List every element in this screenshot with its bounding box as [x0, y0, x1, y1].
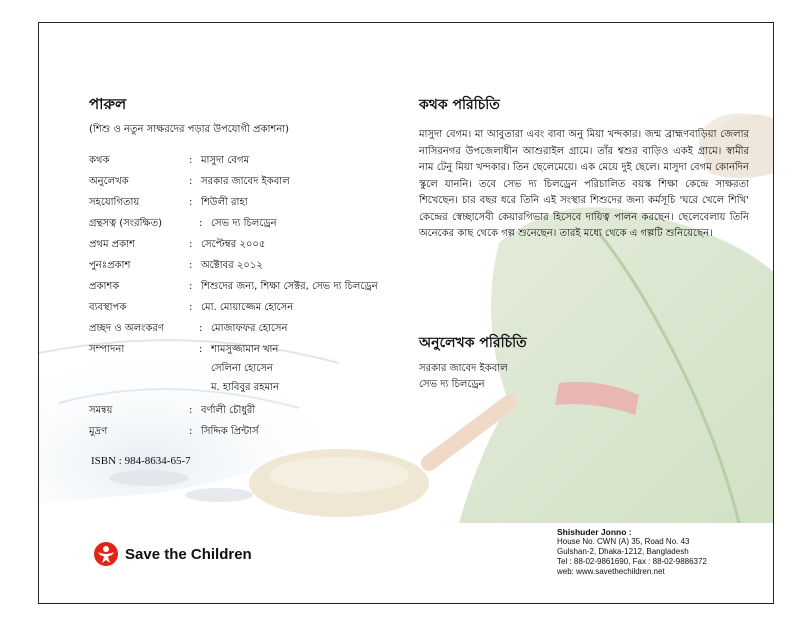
title-block: [89, 93, 429, 139]
writer-org: সেভ দ্য চিলড্রেন: [419, 379, 485, 390]
child-figure-icon: [93, 541, 119, 567]
address-block: Shishuder Jonno : House No. CWN (A) 35, Road No. 43 Gulshan-2, Dhaka-1212, Bangladesh Tel : 88-02-9861690, Fax : 88-02-9886372 web: www.savethechildren.net: [557, 527, 707, 576]
save-the-children-logo: [93, 541, 252, 567]
page-frame: পারুল (শিশু ও নতুন সাক্ষরদের পড়ার উপযোগী প্রকাশনা) কথক : মাসুদা বেগম অনুলেখক : সরকার জাবেদ ইকবাল সহযোগিতায় : শিউলী রাহা গ্রন্থসত্ব (সংরক্ষিত) : সেভ দ্য চিলড্রেন প্রথম প্রকাশ : সেপ্টেম্বর ২০০৫ পুনঃপ্রকাশ : অক্টোবর ২০১২ প্রকাশক : শিশুদের জন্য, শিক্ষা সেক্টর, সেভ দ্য চিলড্রেন ব্যবস্থাপক : মো. মোয়াজ্জেম হোসেন প্রচ্ছদ ও অলংকরণ : মোজাফফর হোসেন সম্পাদনা : শামসুজ্জামান খান সেলিনা হোসেন ম. হাবিবুর রহমান সমন্বয় : বর্ণালী চৌধুরী মুদ্রণ : সিদ্দিক প্রিন্টার্স ISBN : 984-8634-65-7 কথক পরিচিতি মাসুদা বেগম। মা আবুতারা এবং বাবা অনু মিয়া খন্দকার। জন্ম ব্রাহ্মণবাড়িয়া জেলার নাসিরনগর উপজেলাধীন আশুরাইল গ্রামে। তাঁর শ্বশুর বাড়িও একই গ্রামে। স্বামীর নাম টেনু মিয়া খন্দকার। তিন ছেলেমেয়ে। এক মেয়ে দুই ছেলে। মাসুদা বেগম কোনদিন স্কুলে যাননি। তবে সেভ দ্য চিলড্রেন পরিচালিত বয়স্ক শিক্ষা কেন্দ্রে সাক্ষরতা শিখেছেন। চার বছর ধরে তিনি এই সংস্থার শিশুদের জন্য কর্মসূচি 'ঘরে খেলে শিখি' কেন্দ্রের স্বেচ্ছাসেবী কেয়ারগিভার হিসেবে দায়িত্ব পালন করছেন। ছেলেবেলায় তিনি অনেকের কাছ থেকে গল্প শুনেছেন। তারই মধ্যে থেকে এ গল্পটি শুনিয়েছেন। অনুলেখক পরিচিতি সরকার জাবেদ ইকবাল সেভ দ্য চিলড্রেন Save the Children Shishuder Jonno : House No. CWN (A) 35, Road No. 43 Gulshan-2, Dhaka-1212, Bangladesh Tel : 88-02-9861690, Fax : 88-02-9886372 web: www.savethechildren.net: [38, 22, 774, 604]
narrator-bio: মাসুদা বেগম। মা আবুতারা এবং বাবা অনু মিয়া খন্দকার। জন্ম ব্রাহ্মণবাড়িয়া জেলার নাসিরনগর উপজেলাধীন আশুরাইল গ্রামে। তাঁর শ্বশুর বাড়িও একই গ্রামে। স্বামীর নাম টেনু মিয়া খন্দকার। তিন ছেলেমেয়ে। এক মেয়ে দুই ছেলে। মাসুদা বেগম কোনদিন স্কুলে যাননি। তবে সেভ দ্য চিলড্রেন পরিচালিত বয়স্ক শিক্ষা কেন্দ্রে সাক্ষরতা শিখেছেন। চার বছর ধরে তিনি এই সংস্থার শিশুদের জন্য কর্মসূচি 'ঘরে খেলে শিখি' কেন্দ্রের স্বেচ্ছাসেবী কেয়ারগিভার হিসেবে দায়িত্ব পালন করছেন। ছেলেবেলায় তিনি অনেকের কাছ থেকে গল্প শুনেছেন। তারই মধ্যে থেকে এ গল্পটি শুনিয়েছেন।: [419, 129, 749, 239]
footer: [39, 523, 774, 604]
writer-name: সরকার জাবেদ ইকবাল: [419, 363, 508, 374]
book-title: পারুল: [89, 95, 127, 113]
narrator-heading: কথক পরিচিতি: [419, 97, 500, 113]
isbn: ISBN : 984-8634-65-7: [91, 455, 191, 467]
book-subtitle: (শিশু ও নতুন সাক্ষরদের পড়ার উপযোগী প্রকাশনা): [89, 124, 290, 135]
narrator-section: [419, 93, 749, 243]
writer-section: [419, 335, 749, 393]
writer-heading: অনুলেখক পরিচিতি: [419, 335, 527, 351]
logo-text: Save the Children: [125, 545, 252, 563]
